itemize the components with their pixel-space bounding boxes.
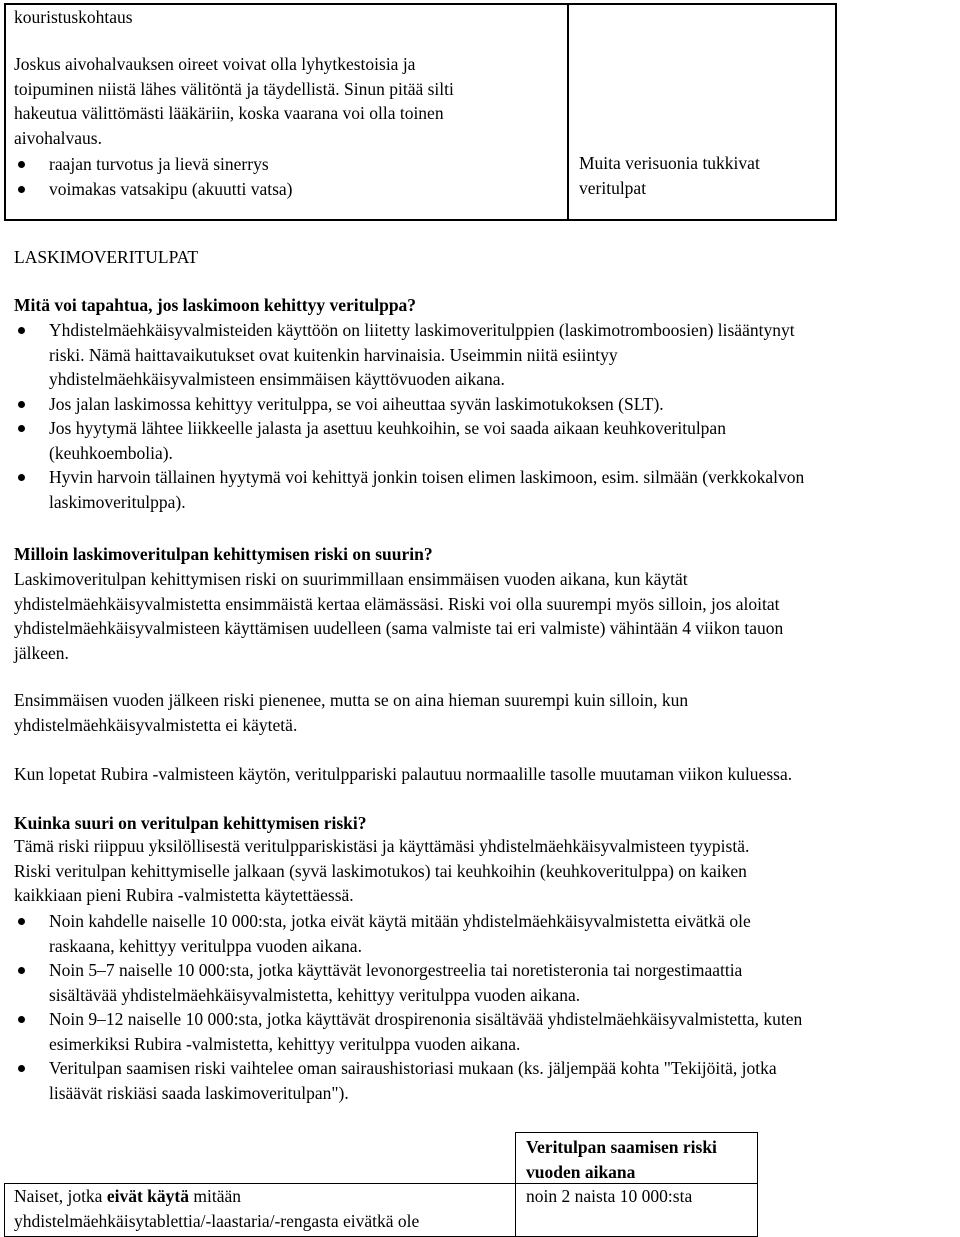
top-table-bullets (14, 152, 554, 201)
list-item: voimakas vatsakipu (akuutti vatsa) (14, 177, 554, 202)
bottom-table-row1-left: Naiset, jotka eivät käytä mitään yhdistelmäehkäisytablettia/-laastaria/-rengasta eivätkä ole (14, 1186, 420, 1231)
bullet-icon (18, 1065, 25, 1072)
top-table-left-heading: kouristuskohtaus (14, 7, 133, 27)
q3-bullets (14, 909, 960, 1105)
list-item: Hyvin harvoin tällainen hyytymä voi kehittyä jonkin toisen elimen laskimoon, esim. silmään (verkkokalvon laskimoveritulppa). (14, 465, 960, 514)
list-item: Yhdistelmäehkäisyvalmisteiden käyttöön on liitetty laskimoveritulppien (laskimotromboosien) lisääntynyt riski. Nämä haittavaikutukset ovat kuitenkin harvinaisia. Useimmin niitä esiintyy yhdistelmäehkäisyvalmisteen ensimmäisen käyttövuoden aikana. (14, 318, 960, 392)
top-table-divider (567, 3, 569, 221)
bullet-icon (18, 327, 25, 334)
bullet-icon (18, 425, 25, 432)
q1-bullets (14, 318, 960, 514)
bullet-icon (18, 967, 25, 974)
bottom-table-row1-right: noin 2 naista 10 000:sta (526, 1186, 693, 1206)
bullet-icon (18, 918, 25, 925)
list-item: Noin 9–12 naiselle 10 000:sta, jotka käyttävät drospirenonia sisältävää yhdistelmäehkäisyvalmistetta, kuten esimerkiksi Rubira -valmistetta, kehittyy veritulppa vuoden aikana. (14, 1007, 960, 1056)
bullet-icon (18, 474, 25, 481)
top-table-left-paragraph: Joskus aivohalvauksen oireet voivat olla lyhytkestoisia ja toipuminen niistä lähes välitöntä ja täydellistä. Sinun pitää silti hakeutua välittömästi lääkäriin, koska vaarana voi olla toinen aivohalvaus. (14, 54, 454, 148)
q2-paragraph-1: Laskimoveritulpan kehittymisen riski on suurimmillaan ensimmäisen vuoden aikana, kun käytät yhdistelmäehkäisyvalmistetta ensimmäistä kertaa elämässäsi. Riski voi olla suurempi myös silloin, jos aloitat yhdistelmäehkäisyvalmisteen käyttämisen uudelleen (sama valmiste tai eri valmiste) vähintään 4 viikon tauon jälkeen. (14, 569, 784, 663)
q2-heading: Milloin laskimoveritulpan kehittymisen riski on suurin? (14, 544, 433, 564)
list-item: Veritulpan saamisen riski vaihtelee oman sairaushistoriasi mukaan (ks. jäljempää kohta "Tekijöitä, jotka lisäävät riskiäsi saada laskimoveritulpan"). (14, 1056, 960, 1105)
bottom-table-header-right: Veritulpan saamisen riski vuoden aikana (526, 1137, 717, 1182)
bullet-icon (18, 161, 25, 168)
q3-heading: Kuinka suuri on veritulpan kehittymisen riski? (14, 813, 367, 833)
q3-paragraph: Tämä riski riippuu yksilöllisestä veritulppariskistäsi ja käyttämäsi yhdistelmäehkäisyvalmisteen tyypistä. Riski veritulpan kehittymiselle jalkaan (syvä laskimotukos) tai keuhkoihin (keuhkoveritulppa) on kaiken kaikkiaan pieni Rubira -valmistetta käytettäessä. (14, 836, 750, 905)
q2-paragraph-3: Kun lopetat Rubira -valmisteen käytön, veritulppariski palautuu normaalille tasolle muutaman viikon kuluessa. (14, 764, 793, 784)
q1-heading: Mitä voi tapahtua, jos laskimoon kehittyy veritulppa? (14, 295, 417, 315)
q2-paragraph-2: Ensimmäisen vuoden jälkeen riski pienenee, mutta se on aina hieman suurempi kuin silloin, kun yhdistelmäehkäisyvalmistetta ei käytetä. (14, 690, 689, 735)
bullet-icon (18, 401, 25, 408)
top-table-right-cell: Muita verisuonia tukkivat veritulpat (579, 153, 760, 198)
list-item: raajan turvotus ja lievä sinerrys (14, 152, 554, 177)
bullet-icon (18, 1016, 25, 1023)
list-item: Noin 5–7 naiselle 10 000:sta, jotka käyttävät levonorgestreelia tai noretisteronia tai norgestimaattia sisältävää yhdistelmäehkäisyvalmistetta, kehittyy veritulppa vuoden aikana. (14, 958, 960, 1007)
bullet-icon (18, 186, 25, 193)
list-item: Jos jalan laskimossa kehittyy veritulppa, se voi aiheuttaa syvän laskimotukoksen (SLT). (14, 392, 960, 417)
section-heading: LASKIMOVERITULPAT (14, 247, 199, 267)
list-item: Noin kahdelle naiselle 10 000:sta, jotka eivät käytä mitään yhdistelmäehkäisyvalmistetta eivätkä ole raskaana, kehittyy veritulppa vuoden aikana. (14, 909, 960, 958)
list-item: Jos hyytymä lähtee liikkeelle jalasta ja asettuu keuhkoihin, se voi saada aikaan keuhkoveritulpan (keuhkoembolia). (14, 416, 960, 465)
